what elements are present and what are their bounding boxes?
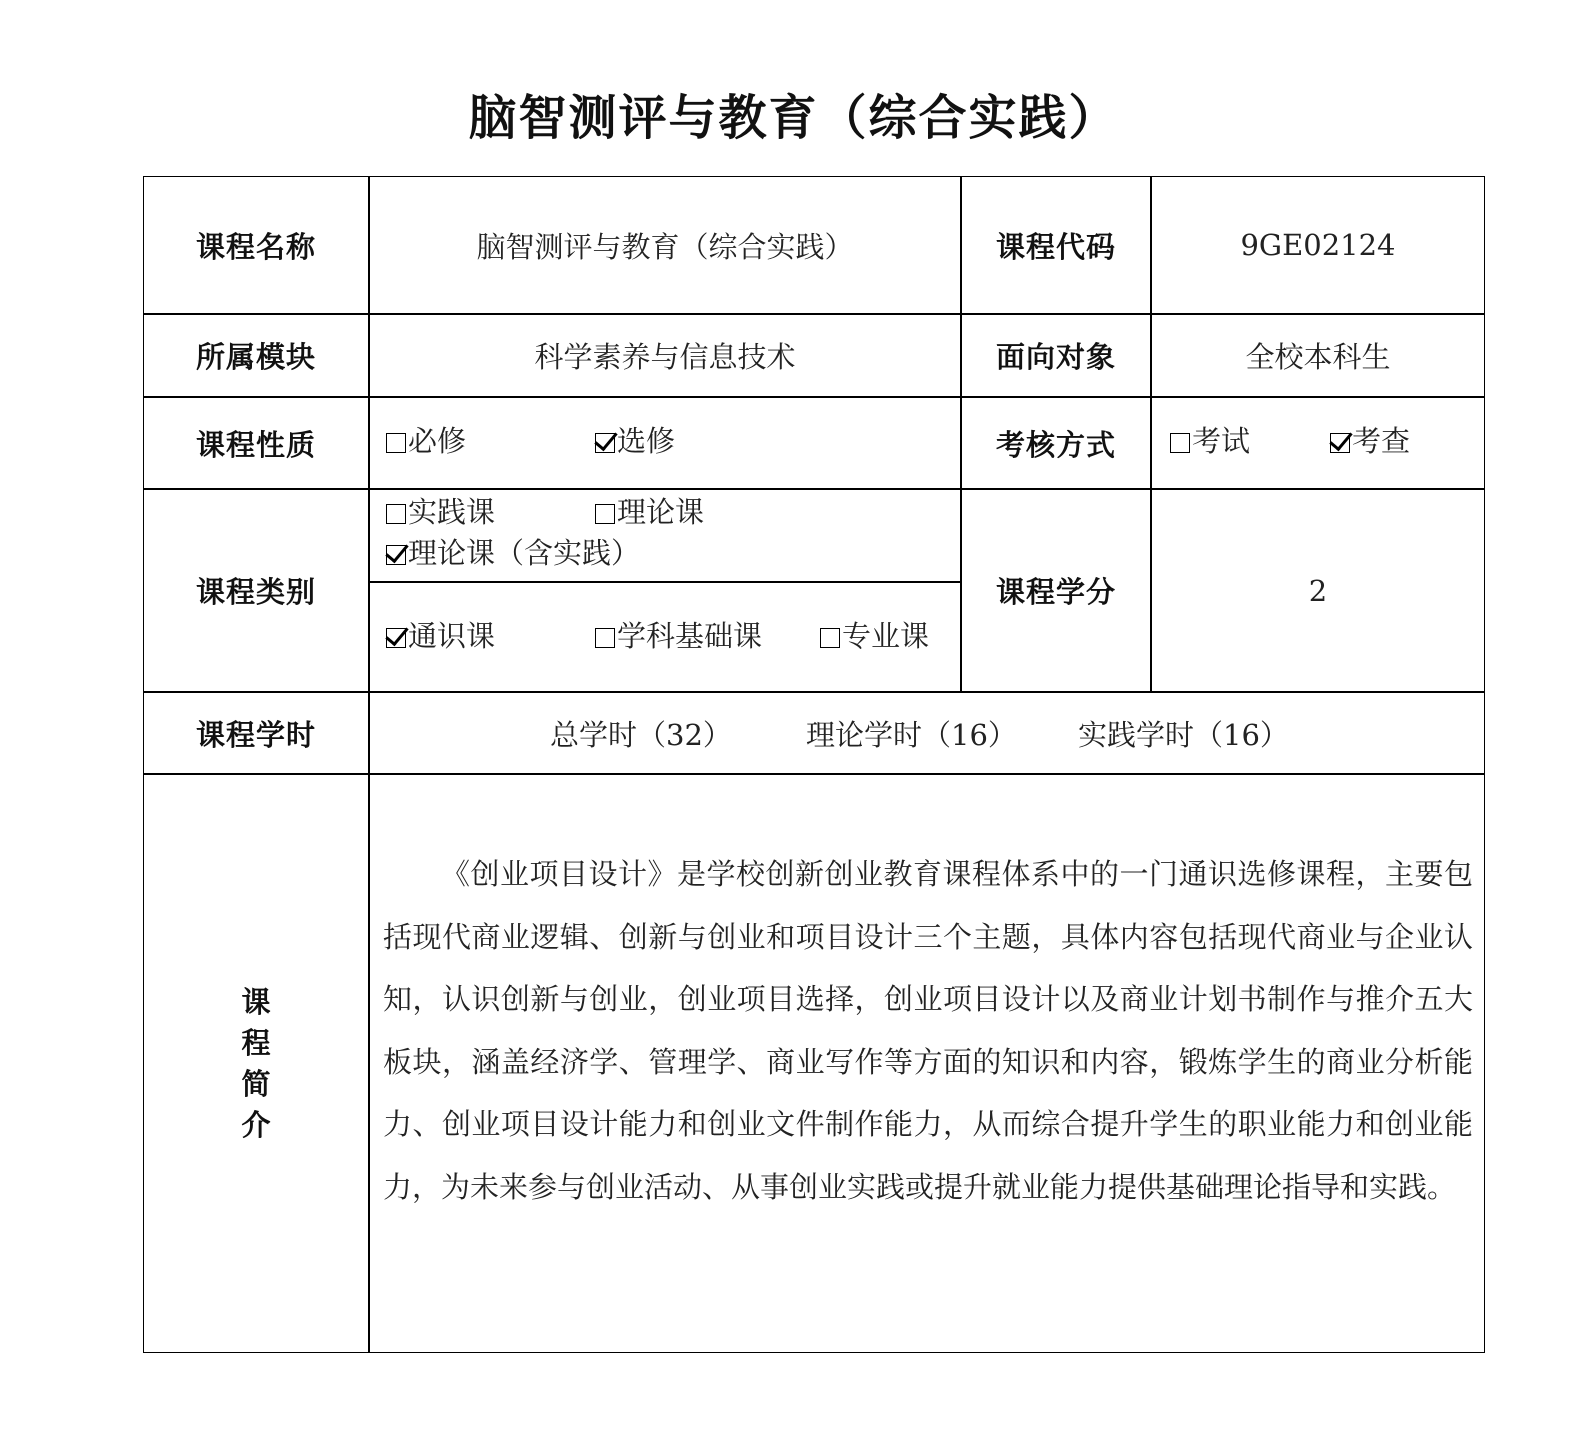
hours-total: 总学时（32）	[550, 717, 732, 752]
audience-value: 全校本科生	[1245, 340, 1391, 374]
hours-practice: 实践学时（16）	[1078, 717, 1289, 752]
checkbox-icon	[820, 628, 840, 648]
intro-label: 课程简介	[241, 985, 271, 1142]
assessment-label: 考核方式	[995, 427, 1116, 462]
audience-label: 面向对象	[995, 340, 1116, 374]
category-option-discipline-foundation[interactable]: 学科基础课	[595, 616, 762, 656]
course-name-value: 脑智测评与教育（综合实践）	[476, 229, 854, 264]
row-divider	[369, 581, 960, 583]
credit-label: 课程学分	[995, 575, 1116, 609]
page-title: 脑智测评与教育（综合实践）	[468, 90, 1119, 146]
credit-value: 2	[1308, 573, 1328, 608]
nature-option-elective[interactable]: 选修	[595, 421, 675, 461]
checkbox-icon	[386, 433, 406, 453]
hours-theory: 理论学时（16）	[806, 717, 1017, 752]
checkbox-icon	[386, 504, 406, 524]
module-value: 科学素养与信息技术	[534, 340, 796, 374]
nature-option-required[interactable]: 必修	[386, 421, 466, 461]
category-option-general[interactable]: 通识课	[386, 616, 495, 656]
category-option-major[interactable]: 专业课	[820, 616, 929, 656]
course-intro-text: 《创业项目设计》是学校创新创业教育课程体系中的一门通识选修课程，主要包括现代商业逻辑、创新与创业和项目设计三个主题，具体内容包括现代商业与企业认知，认识创新与创业，创业项目选择，创业项目设计以及商业计划书制作与推介五大板块，涵盖经济学、管理学、商业写作等方面的知识和内容，锻炼学生的商业分析能力、创业项目设计能力和创业文件制作能力，从而综合提升学生的职业能力和创业能力，为未来参与创业活动、从事创业实践或提升就业能力提供基础理论指导和实践。	[383, 857, 1473, 1204]
course-name-label: 课程名称	[195, 229, 316, 264]
category-option-theory-with-practice[interactable]: 理论课（含实践）	[386, 533, 640, 573]
category-option-theory[interactable]: 理论课	[595, 492, 704, 532]
checkbox-checked-icon	[1330, 433, 1350, 453]
nature-label: 课程性质	[195, 427, 316, 462]
hours-label: 课程学时	[195, 717, 316, 752]
intro-label-cell	[144, 775, 368, 1353]
category-label: 课程类别	[195, 575, 316, 609]
module-label: 所属模块	[195, 340, 316, 374]
checkbox-icon	[595, 628, 615, 648]
checkbox-checked-icon	[595, 433, 615, 453]
category-option-practice[interactable]: 实践课	[386, 492, 495, 532]
checkbox-checked-icon	[386, 628, 406, 648]
checkbox-checked-icon	[386, 545, 406, 565]
assessment-option-review[interactable]: 考查	[1330, 421, 1410, 461]
checkbox-icon	[1170, 433, 1190, 453]
course-code-label: 课程代码	[995, 229, 1116, 264]
course-code-value: 9GE02124	[1240, 228, 1396, 262]
assessment-option-exam[interactable]: 考试	[1170, 421, 1250, 461]
checkbox-icon	[595, 504, 615, 524]
